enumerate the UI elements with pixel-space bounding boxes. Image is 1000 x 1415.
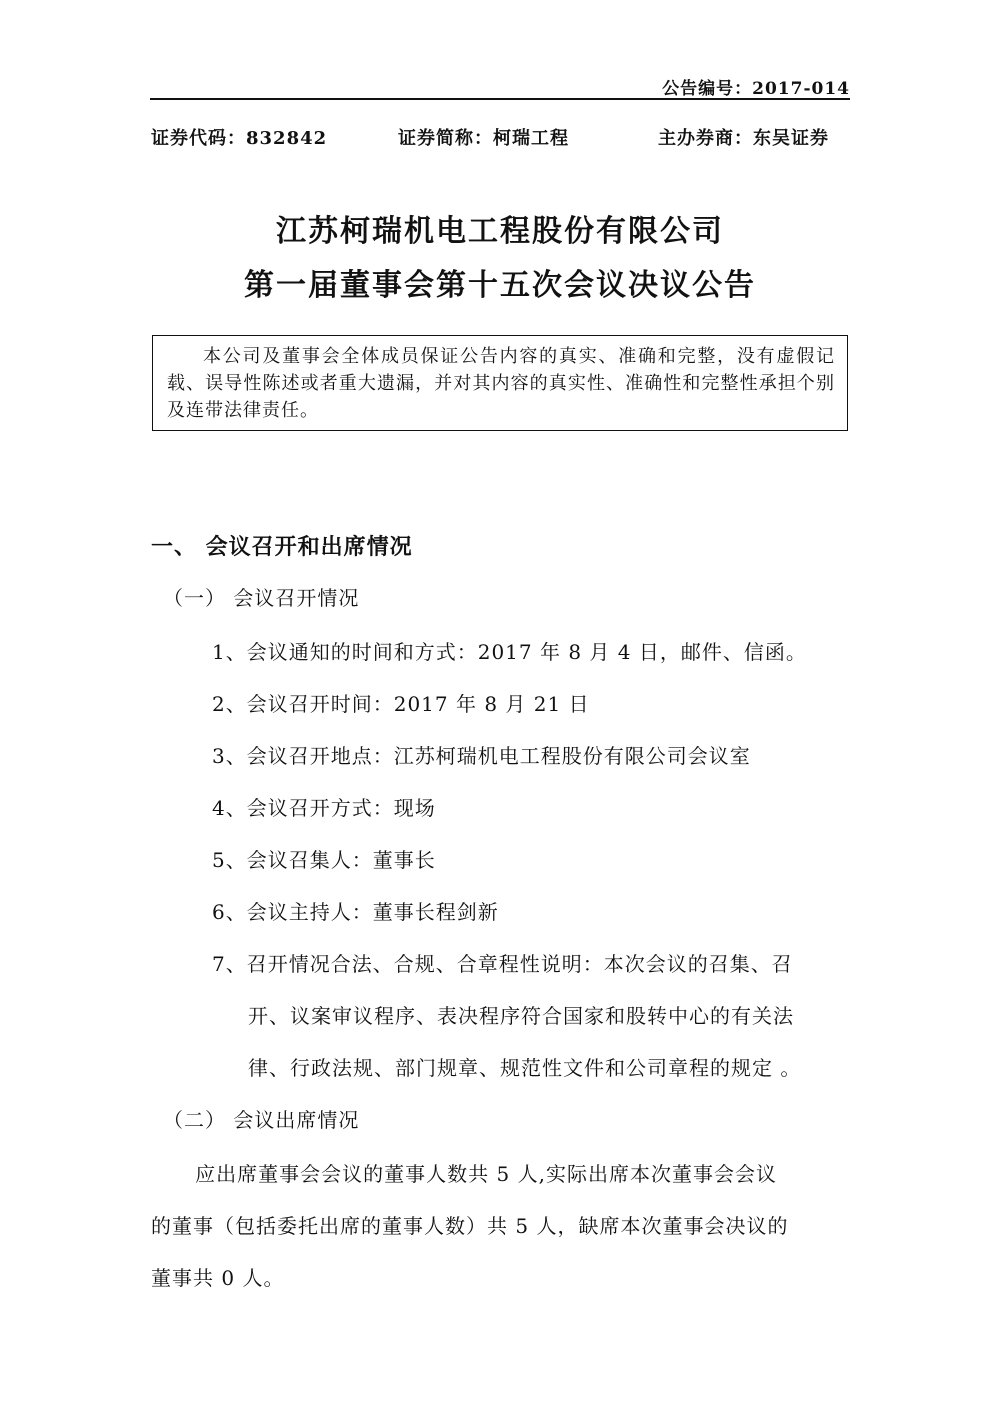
- document-title-company: 江苏柯瑞机电工程股份有限公司: [276, 214, 724, 249]
- subsection-heading-convening: （一） 会议召开情况: [163, 586, 360, 610]
- list-item: 5、会议召集人：董事长: [212, 848, 436, 872]
- security-name: 证券简称：柯瑞工程: [398, 128, 569, 149]
- list-item-continuation: 律、行政法规、部门规章、规范性文件和公司章程的规定 。: [248, 1056, 802, 1080]
- paragraph-line: 的董事（包括委托出席的董事人数）共 5 人，缺席本次董事会决议的: [151, 1214, 789, 1238]
- disclaimer-box: [152, 335, 848, 431]
- subsection-heading-attendance: （二） 会议出席情况: [163, 1108, 360, 1132]
- list-item: 6、会议主持人：董事长程剑新: [212, 900, 499, 924]
- list-item: 4、会议召开方式：现场: [212, 796, 436, 820]
- list-item: 3、会议召开地点：江苏柯瑞机电工程股份有限公司会议室: [212, 744, 751, 768]
- section-heading-meeting: 一、 会议召开和出席情况: [151, 534, 413, 560]
- list-item: 1、会议通知的时间和方式：2017 年 8 月 4 日，邮件、信函。: [212, 640, 807, 664]
- list-item: 2、会议召开时间：2017 年 8 月 21 日: [212, 692, 590, 716]
- list-item: 7、召开情况合法、合规、合章程性说明：本次会议的召集、召: [212, 952, 793, 976]
- paragraph-line: 应出席董事会会议的董事人数共 5 人,实际出席本次董事会会议: [151, 1162, 777, 1186]
- sponsor-broker: 主办券商：东吴证券: [658, 128, 829, 149]
- header-divider: [150, 98, 850, 100]
- paragraph-line: 董事共 0 人。: [151, 1266, 285, 1290]
- security-code: 证券代码：832842: [151, 128, 328, 149]
- disclaimer-text: 本公司及董事会全体成员保证公告内容的真实、准确和完整，没有虚假记载、误导性陈述或者重大遗漏，并对其内容的真实性、准确性和完整性承担个别及连带法律责任。: [167, 346, 835, 421]
- document-title-meeting: 第一届董事会第十五次会议决议公告: [244, 268, 756, 303]
- list-item-continuation: 开、议案审议程序、表决程序符合国家和股转中心的有关法: [248, 1004, 794, 1028]
- announcement-number: 公告编号：2017-014: [662, 79, 850, 99]
